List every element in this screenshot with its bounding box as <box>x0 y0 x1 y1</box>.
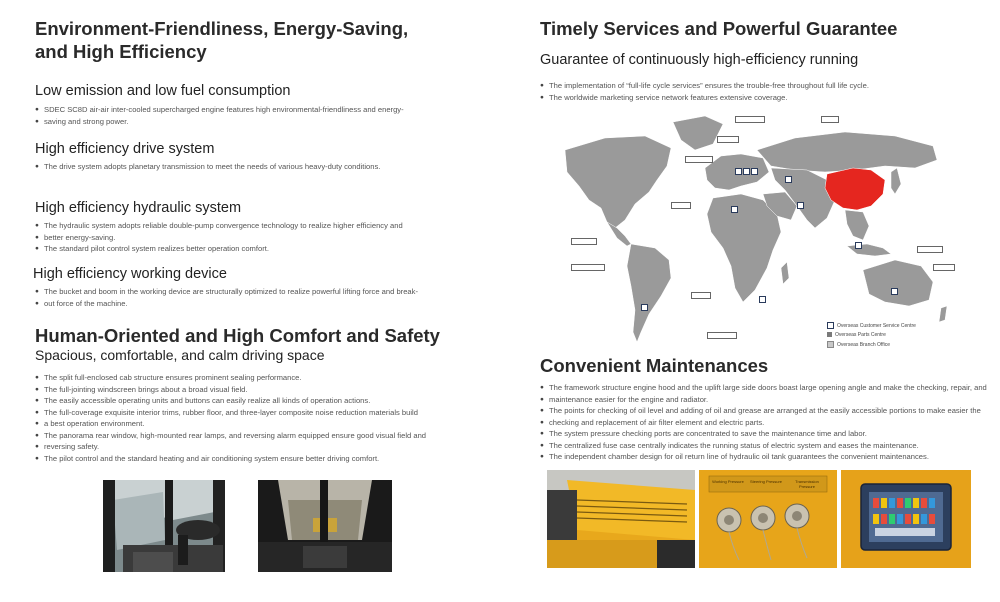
legend-item: Overseas Parts Centre <box>835 332 886 338</box>
service-marker <box>641 304 648 311</box>
bullet: ● The panorama rear window, high-mounted rear lamps, and reversing alarm equipped ensure good visual field and <box>35 430 475 442</box>
bullet: ● The worldwide marketing service network features extensive coverage. <box>540 92 990 104</box>
fuse-box-photo <box>841 470 971 568</box>
section-heading-working-device: High efficiency working device <box>33 266 227 282</box>
comfort-bullets <box>35 372 475 464</box>
country-label-box <box>717 136 739 143</box>
maintenance-title: Convenient Maintenances <box>540 355 769 376</box>
comfort-subtitle: Spacious, comfortable, and calm driving space <box>35 347 325 363</box>
section-heading-drive: High efficiency drive system <box>35 141 215 157</box>
bullet-cont: ● out force of the machine. <box>35 298 475 310</box>
left-title-line1: Environment-Friendliness, Energy-Saving, <box>35 18 409 39</box>
country-label-box <box>735 116 765 123</box>
bullet-cont: ● better energy-saving. <box>35 232 475 244</box>
section-body-emission <box>35 104 475 127</box>
bullet: ● The points for checking of oil level and adding of oil and grease are arranged at the easily accessible portions to make easier the <box>540 405 995 417</box>
bullet-cont: ● a best operation environment. <box>35 418 475 430</box>
bullet-cont: ● reversing safety. <box>35 441 475 453</box>
bullet-cont: ● checking and replacement of air filter element and electric parts. <box>540 417 995 429</box>
maintenance-bullets <box>540 382 995 463</box>
country-label-box <box>571 238 597 245</box>
section-body-working-device <box>35 286 475 309</box>
bullet: ● The easily accessible operating units and buttons can easily realize all kinds of operation actions. <box>35 395 475 407</box>
country-label-box <box>933 264 955 271</box>
section-heading-hydraulic: High efficiency hydraulic system <box>35 200 242 216</box>
bullet-cont: ● maintenance easier for the engine and radiator. <box>540 394 995 406</box>
bullet: ● The framework structure engine hood and the uplift large side doors boast large opening angle and make the checking, repair, and <box>540 382 995 394</box>
bullet: ● The bucket and boom in the working device are structurally optimized to realize powerful lifting force and break- <box>35 286 475 298</box>
service-marker <box>743 168 750 175</box>
bullet: ● The independent chamber design for oil return line of hydraulic oil tank guarantees the convenient maintenances. <box>540 451 995 463</box>
china-highlight <box>825 168 885 210</box>
bullet: ● The system pressure checking ports are concentrated to save the maintenance time and labor. <box>540 428 995 440</box>
cab-interior-photo-2 <box>258 480 392 572</box>
parts-centre-icon <box>827 332 832 337</box>
legend-item: Overseas Branch Office <box>837 341 890 348</box>
service-marker <box>731 206 738 213</box>
country-label-box <box>671 202 691 209</box>
service-marker <box>735 168 742 175</box>
world-service-map <box>545 110 955 355</box>
pressure-ports-photo <box>699 470 837 568</box>
bullet: ● The full-coverage exquisite interior trims, rubber floor, and three-layer composite noise reduction materials build <box>35 407 475 419</box>
service-marker <box>785 176 792 183</box>
plate-label: Working Pressure <box>712 479 744 484</box>
service-marker <box>759 296 766 303</box>
service-marker <box>751 168 758 175</box>
service-marker <box>855 242 862 249</box>
section-body-drive <box>35 161 475 173</box>
bullet: ● The split full-enclosed cab structure ensures prominent sealing performance. <box>35 372 475 384</box>
comfort-title: Human-Oriented and High Comfort and Safety <box>35 325 440 346</box>
services-title: Timely Services and Powerful Guarantee <box>540 18 898 39</box>
country-label-box <box>917 246 943 253</box>
service-marker <box>797 202 804 209</box>
bullet: ● The drive system adopts planetary transmission to meet the needs of various heavy-duty conditions. <box>35 161 475 173</box>
country-label-box <box>691 292 711 299</box>
country-label-box <box>821 116 839 123</box>
service-marker <box>891 288 898 295</box>
section-heading-emission: Low emission and low fuel consumption <box>35 83 291 99</box>
plate-label: Steering Pressure <box>749 479 782 484</box>
branch-office-icon <box>827 341 834 348</box>
services-subtitle: Guarantee of continuously high-efficiency running <box>540 52 859 68</box>
bullet: ● SDEC SC8D air-air inter-cooled supercharged engine features high environmental-friendliness and energy- <box>35 104 475 116</box>
bullet: ● The full-jointing windscreen brings about a broad visual field. <box>35 384 475 396</box>
bullet-cont: ● saving and strong power. <box>35 116 475 128</box>
section-body-hydraulic <box>35 220 475 255</box>
left-title-line2: and High Efficiency <box>35 41 207 62</box>
map-legend <box>827 322 947 348</box>
plate-label: Transmission Pressure <box>795 479 819 489</box>
bullet: ● The standard pilot control system realizes better operation comfort. <box>35 243 475 255</box>
services-bullets <box>540 80 990 103</box>
country-label-box <box>571 264 605 271</box>
legend-item: Overseas Customer Service Centre <box>837 322 916 329</box>
country-label-box <box>707 332 737 339</box>
bullet: ● The pilot control and the standard heating and air conditioning system ensure better driving comfort. <box>35 453 475 465</box>
country-label-box <box>685 156 713 163</box>
bullet: ● The implementation of “full-life cycle services” ensures the trouble-free throughout full life cycle. <box>540 80 990 92</box>
cab-interior-photo-1 <box>103 480 225 572</box>
bullet: ● The hydraulic system adopts reliable double-pump convergence technology to realize higher efficiency and <box>35 220 475 232</box>
engine-hood-photo <box>547 470 695 568</box>
customer-service-centre-icon <box>827 322 834 329</box>
bullet: ● The centralized fuse case centrally indicates the running status of electric system and eases the maintenance. <box>540 440 995 452</box>
